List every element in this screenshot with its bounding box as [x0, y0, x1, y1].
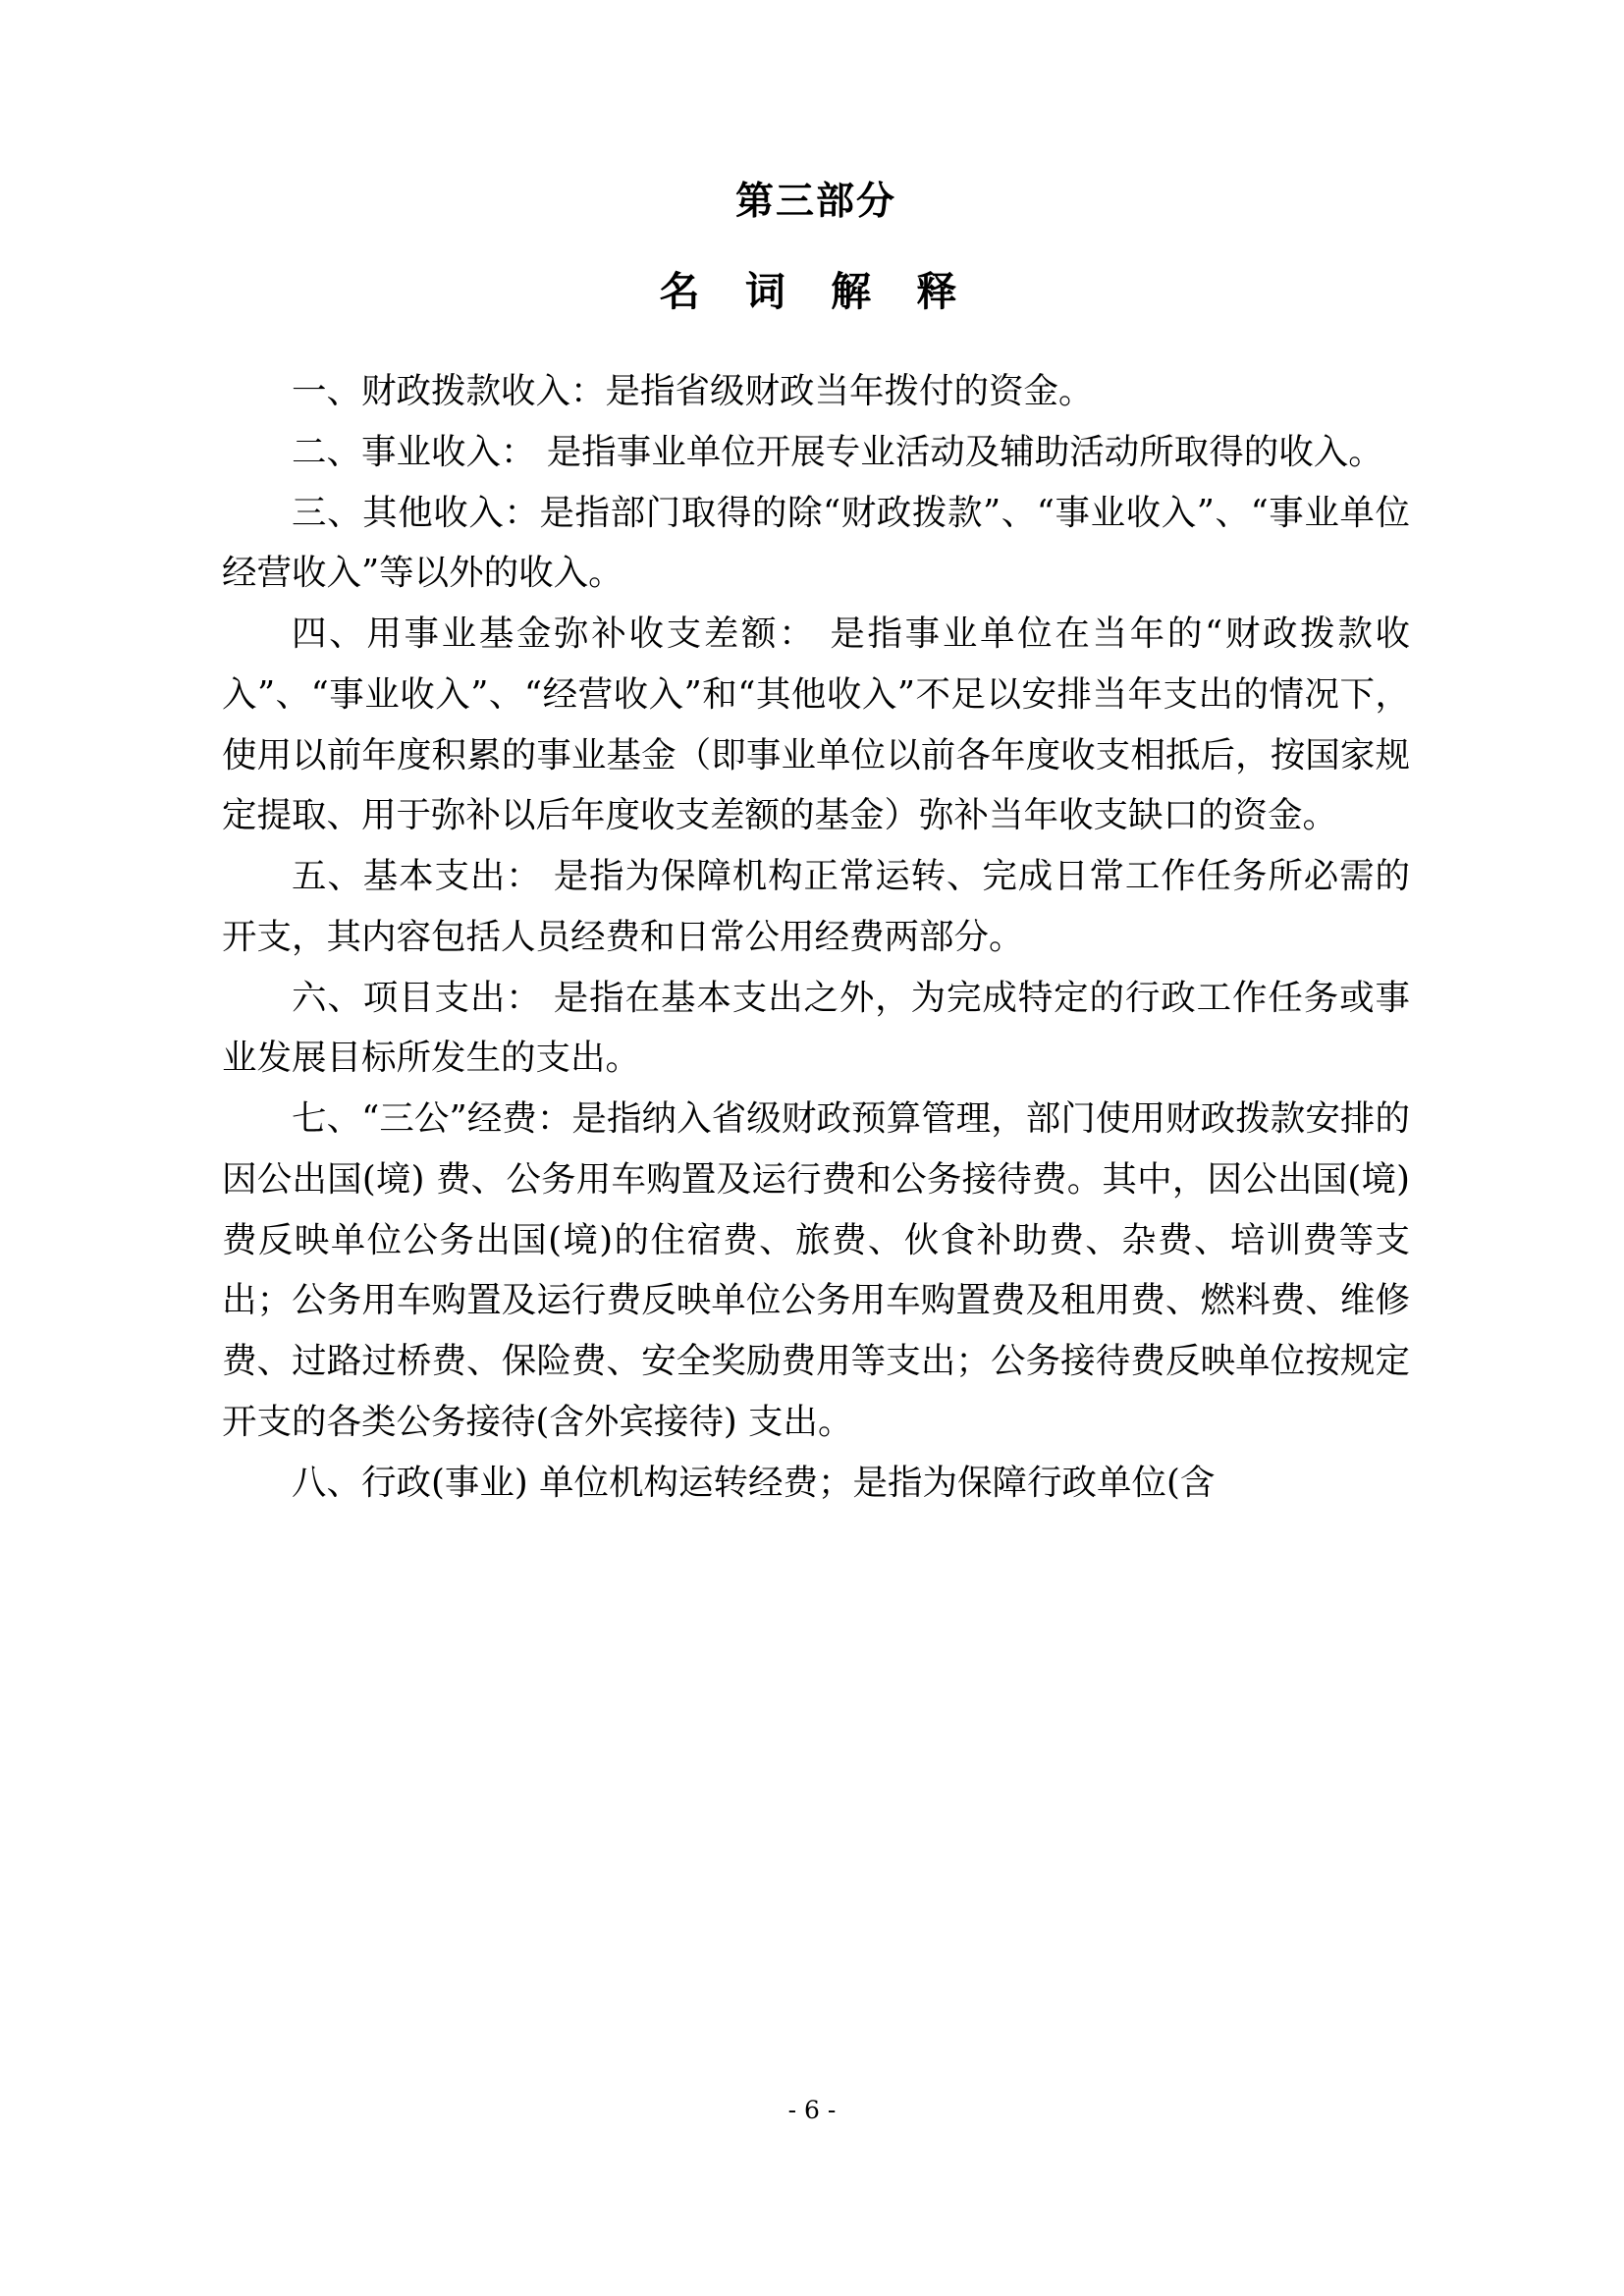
page-content — [222, 0, 1410, 1514]
paragraph-5: 五、基本支出： 是指为保障机构正常运转、完成日常工作任务所必需的开支，其内容包括人员经费和日常公用经费两部分。 — [222, 856, 1410, 957]
body-text — [222, 361, 1410, 1514]
paragraph-1: 一、财政拨款收入：是指省级财政当年拨付的资金。 — [292, 370, 1094, 411]
page-title: 名 词 解 释 — [659, 267, 973, 315]
paragraph-3: 三、其他收入：是指部门取得的除“财政拨款”、“事业收入”、“事业单位经营收入”等以外的收入。 — [222, 492, 1410, 594]
part-title: 第三部分 — [734, 179, 896, 224]
page-number: - 6 - — [787, 2096, 837, 2124]
paragraph-7: 七、“三公”经费：是指纳入省级财政预算管理，部门使用财政拨款安排的因公出国(境) 费、公务用车购置及运行费和公务接待费。其中，因公出国(境)费反映单位公务出国(境)的住宿费、旅费、伙食补助费、杂费、培训费等支出；公务用车购置及运行费反映单位公务用车购置费及租用费、燃料费、维修费、过路过桥费、保险费、安全奖励费用等支出；公务接待费反映单位按规定开支的各类公务接待(含外宾接待) 支出。 — [222, 1098, 1410, 1442]
paragraph-8: 八、行政(事业) 单位机构运转经费；是指为保障行政单位(含 — [292, 1462, 1216, 1503]
paragraph-2: 二、事业收入： 是指事业单位开展专业活动及辅助活动所取得的收入。 — [292, 431, 1383, 472]
paragraph-6: 六、项目支出： 是指在基本支出之外，为完成特定的行政工作任务或事业发展目标所发生的支出。 — [222, 977, 1410, 1079]
paragraph-4: 四、用事业基金弥补收支差额： 是指事业单位在当年的“财政拨款收入”、“事业收入”、“经营收入”和“其他收入”不足以安排当年支出的情况下， 使用以前年度积累的事业基金（即事业单位以前各年度收支相抵后，按国家规定提取、用于弥补以后年度收支差额的基金）弥补当年收支缺口的资金。 — [222, 614, 1410, 836]
